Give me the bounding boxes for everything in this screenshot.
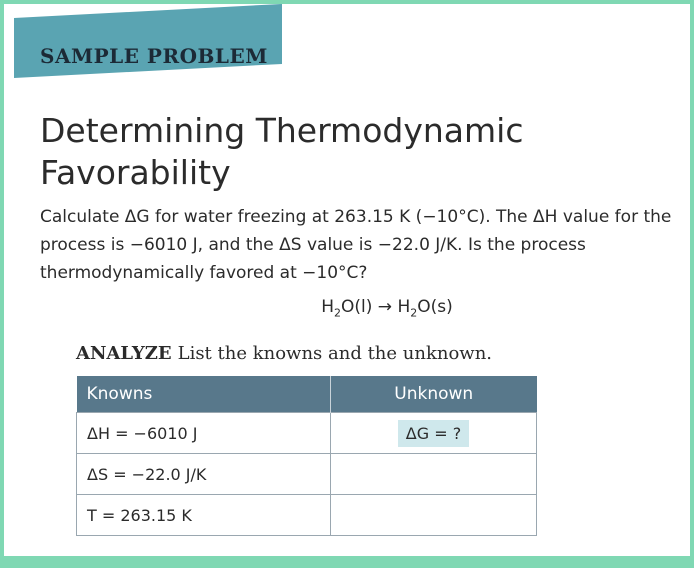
textbook-page — [4, 4, 690, 556]
analyze-step — [76, 343, 492, 364]
table-header-row — [77, 376, 537, 413]
table-row — [77, 454, 537, 495]
problem-text: Calculate ΔG for water freezing at 263.15 K (−10°C). The ΔH value for the process is −6010 J, and the ΔS value is −22.0 J/K. Is the process thermodynamically favored at −10°C? — [40, 207, 672, 283]
header-knowns: Knowns — [77, 376, 331, 413]
known-cell: ΔH = −6010 J — [77, 413, 331, 454]
problem-title: Determining Thermodynamic Favorability — [40, 111, 524, 192]
unknown-highlight: ΔG = ? — [398, 420, 469, 447]
unknown-cell — [331, 495, 537, 536]
unknown-cell — [331, 413, 537, 454]
eq-lhs-rest: O(l) — [341, 297, 373, 317]
eq-lhs: H — [321, 297, 335, 317]
knowns-table — [76, 376, 537, 536]
eq-rhs: H — [397, 297, 411, 317]
eq-arrow: → — [377, 297, 393, 317]
reaction-equation — [4, 297, 690, 319]
analyze-instruction: List the knowns and the unknown. — [177, 343, 493, 364]
known-cell: ΔS = −22.0 J/K — [77, 454, 331, 495]
eq-rhs-rest: O(s) — [417, 297, 453, 317]
unknown-cell — [331, 454, 537, 495]
banner-label: SAMPLE PROBLEM — [40, 44, 268, 68]
eq-rhs-sub: 2 — [410, 306, 418, 320]
eq-lhs-sub: 2 — [334, 306, 342, 320]
table-row — [77, 495, 537, 536]
table-row — [77, 413, 537, 454]
analyze-keyword: ANALYZE — [76, 343, 172, 364]
bottom-border — [0, 556, 694, 568]
header-unknown: Unknown — [331, 376, 537, 413]
known-cell: T = 263.15 K — [77, 495, 331, 536]
